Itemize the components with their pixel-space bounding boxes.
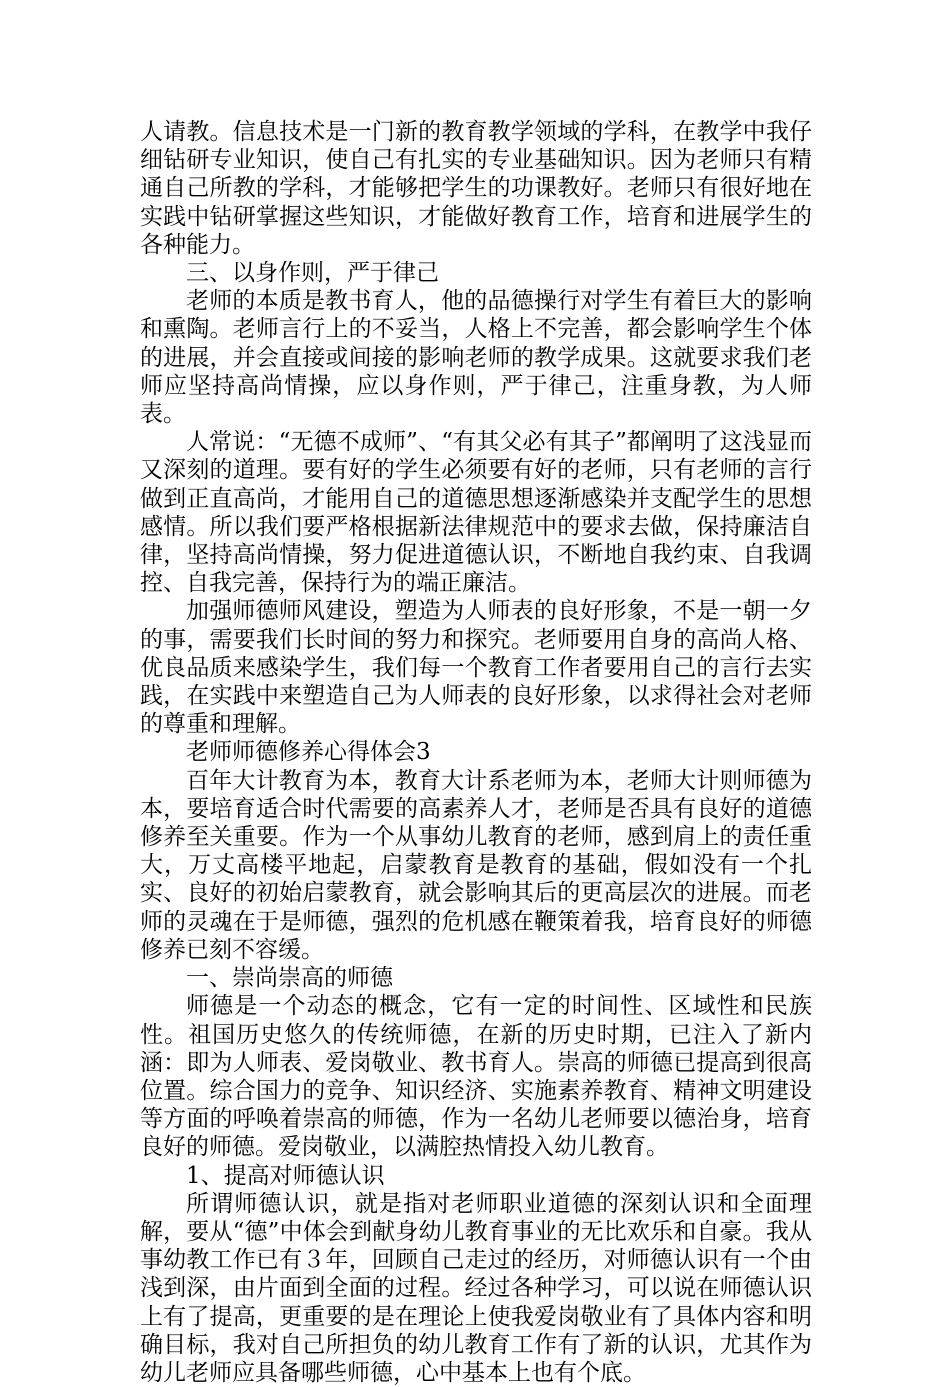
paragraph: 人常说：“无德不成师”、“有其父必有其子”都阐明了这浅显而又深刻的道理。要有好的学生必须要有好的老师，只有老师的言行做到正直高尚，才能用自己的道德思想逐渐感染并支配学生的思想感情。所以我们要严格根据新法律规范中的要求去做，保持廉洁自律，坚持高尚情操，努力促进道德认识，不断地自我约束、自我调控、自我完善，保持行为的端正廉洁。 [140,429,812,597]
paragraph: 所谓师德认识，就是指对老师职业道德的深刻认识和全面理解，要从“德”中体会到献身幼儿教育事业的无比欢乐和自豪。我从事幼教工作已有３年，回顾自己走过的经历，对师德认识有一个由浅到深，由片面到全面的过程。经过各种学习，可以说在师德认识上有了提高，更重要的是在理论上使我爱岗敬业有了具体内容和明确目标，我对自己所担负的幼儿教育工作有了新的认识，尤其作为幼儿老师应具备哪些师德，心中基本上也有个底。 [140,1190,812,1386]
subsection-heading-1: 1、提高对师德认识 [186,1162,385,1189]
paragraph: 老师的本质是教书育人，他的品德操行对学生有着巨大的影响和熏陶。老师言行上的不妥当，人格上不完善，都会影响学生个体的进展，并会直接或间接的影响老师的教学成果。这就要求我们老师应坚持高尚情操，应以身作则，严于律己，注重身教，为人师表。 [140,288,812,428]
section-heading-1: 一、崇尚崇高的师德 [186,965,393,992]
paragraph-continued: 人请教。信息技术是一门新的教育教学领域的学科，在教学中我仔细钻研专业知识，使自己有扎实的专业基础知识。因为老师只有精通自己所教的学科，才能够把学生的功课教好。老师只有很好地在实践中钻研掌握这些知识，才能做好教育工作，培育和进展学生的各种能力。 [140,119,812,258]
paragraph: 加强师德师风建设，塑造为人师表的良好形象，不是一朝一夕的事，需要我们长时间的努力和探究。老师要用自身的高尚人格、优良品质来感染学生，我们每一个教育工作者要用自己的言行去实践，在实践中来塑造自己为人师表的良好形象，以求得社会对老师的尊重和理解。 [140,598,812,738]
paragraph: 师德是一个动态的概念，它有一定的时间性、区域性和民族性。祖国历史悠久的传统师德，在新的历史时期，已注入了新内涵：即为人师表、爱岗敬业、教书育人。崇高的师德已提高到很高位置。综合国力的竞争、知识经济、实施素养教育、精神文明建设等方面的呼唤着崇高的师德，作为一名幼儿老师要以德治身，培育良好的师德。爱岗敬业，以满腔热情投入幼儿教育。 [140,993,812,1161]
section-heading-3: 三、以身作则，严于律己 [186,260,439,287]
document-body [140,118,812,1387]
paragraph: 百年大计教育为本，教育大计系老师为本，老师大计则师德为本，要培育适合时代需要的高素养人才，老师是否具有良好的道德修养至关重要。作为一个从事幼儿教育的老师，感到肩上的责任重大，万丈高楼平地起，启蒙教育是教育的基础，假如没有一个扎实、良好的初始启蒙教育，就会影响其后的更高层次的进展。而老师的灵魂在于是师德，强烈的危机感在鞭策着我，培育良好的师德修养已刻不容缓。 [140,767,812,963]
article-title: 老师师德修养心得体会3 [186,739,431,766]
